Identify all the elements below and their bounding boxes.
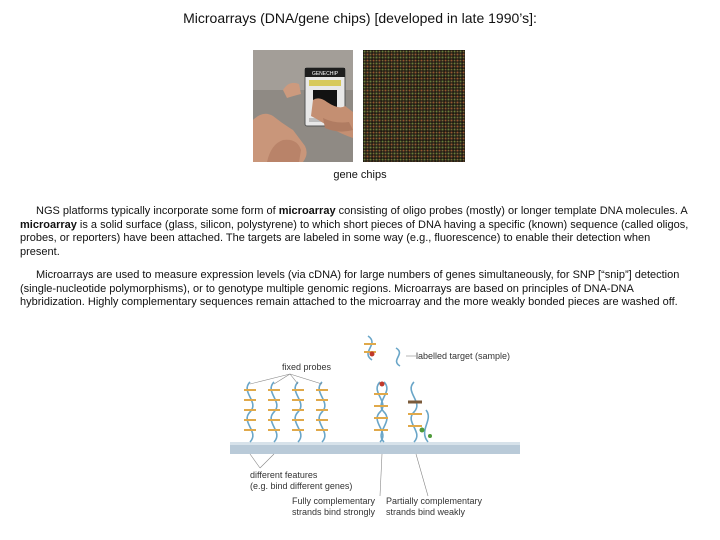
- paragraph-microarray-uses: Microarrays are used to measure expression levels (via cDNA) for large numbers of genes simultaneously, for SNP [“snip”] detection (single-nucleotide polymorphisms), or to genotype multiple genomic regions. Microarrays are based on principles of DNA-DNA hybridization. Highly complementary sequences remain attached to the microarray and the more weakly bonded pieces are washed off.: [20, 269, 680, 308]
- bound-strand-partial: [408, 382, 432, 442]
- labelled-target-strand: [364, 336, 400, 366]
- label-partial-line2: strands bind weakly: [386, 507, 466, 517]
- hybridization-diagram: [230, 330, 520, 530]
- label-full-line1: Fully complementary: [292, 496, 376, 506]
- label-labelled-target: labelled target (sample): [416, 351, 511, 361]
- page-title: Microarrays (DNA/gene chips) [developed in late 1990’s]:: [183, 10, 537, 26]
- label-features-line1: different features: [250, 470, 318, 480]
- chip-card-label: GENECHIP: [311, 71, 339, 77]
- gene-chip-hand-photo: [253, 50, 353, 162]
- probe-strands: [244, 382, 328, 442]
- figure-caption: gene chips: [333, 169, 387, 181]
- label-full-line2: strands bind strongly: [292, 507, 376, 517]
- label-fixed-probes: fixed probes: [282, 362, 332, 372]
- microarray-scan-image: [363, 50, 465, 162]
- bound-strand-full: [374, 382, 388, 443]
- label-features-line2: (e.g. bind different genes): [250, 481, 353, 491]
- paragraph-ngs-platforms: NGS platforms typically incorporate some form of microarray consisting of oligo probes (mostly) or longer template DNA molecules. A microarray is a solid surface (glass, silicon, polystyrene) to which short pieces of DNA having a specific (known) sequence (called oligos, probes, or reporters) have been attached. The targets are labeled in some way (e.g., fluorescence) to enable their detection when present.: [20, 205, 689, 258]
- label-partial-line1: Partially complementary: [386, 496, 483, 506]
